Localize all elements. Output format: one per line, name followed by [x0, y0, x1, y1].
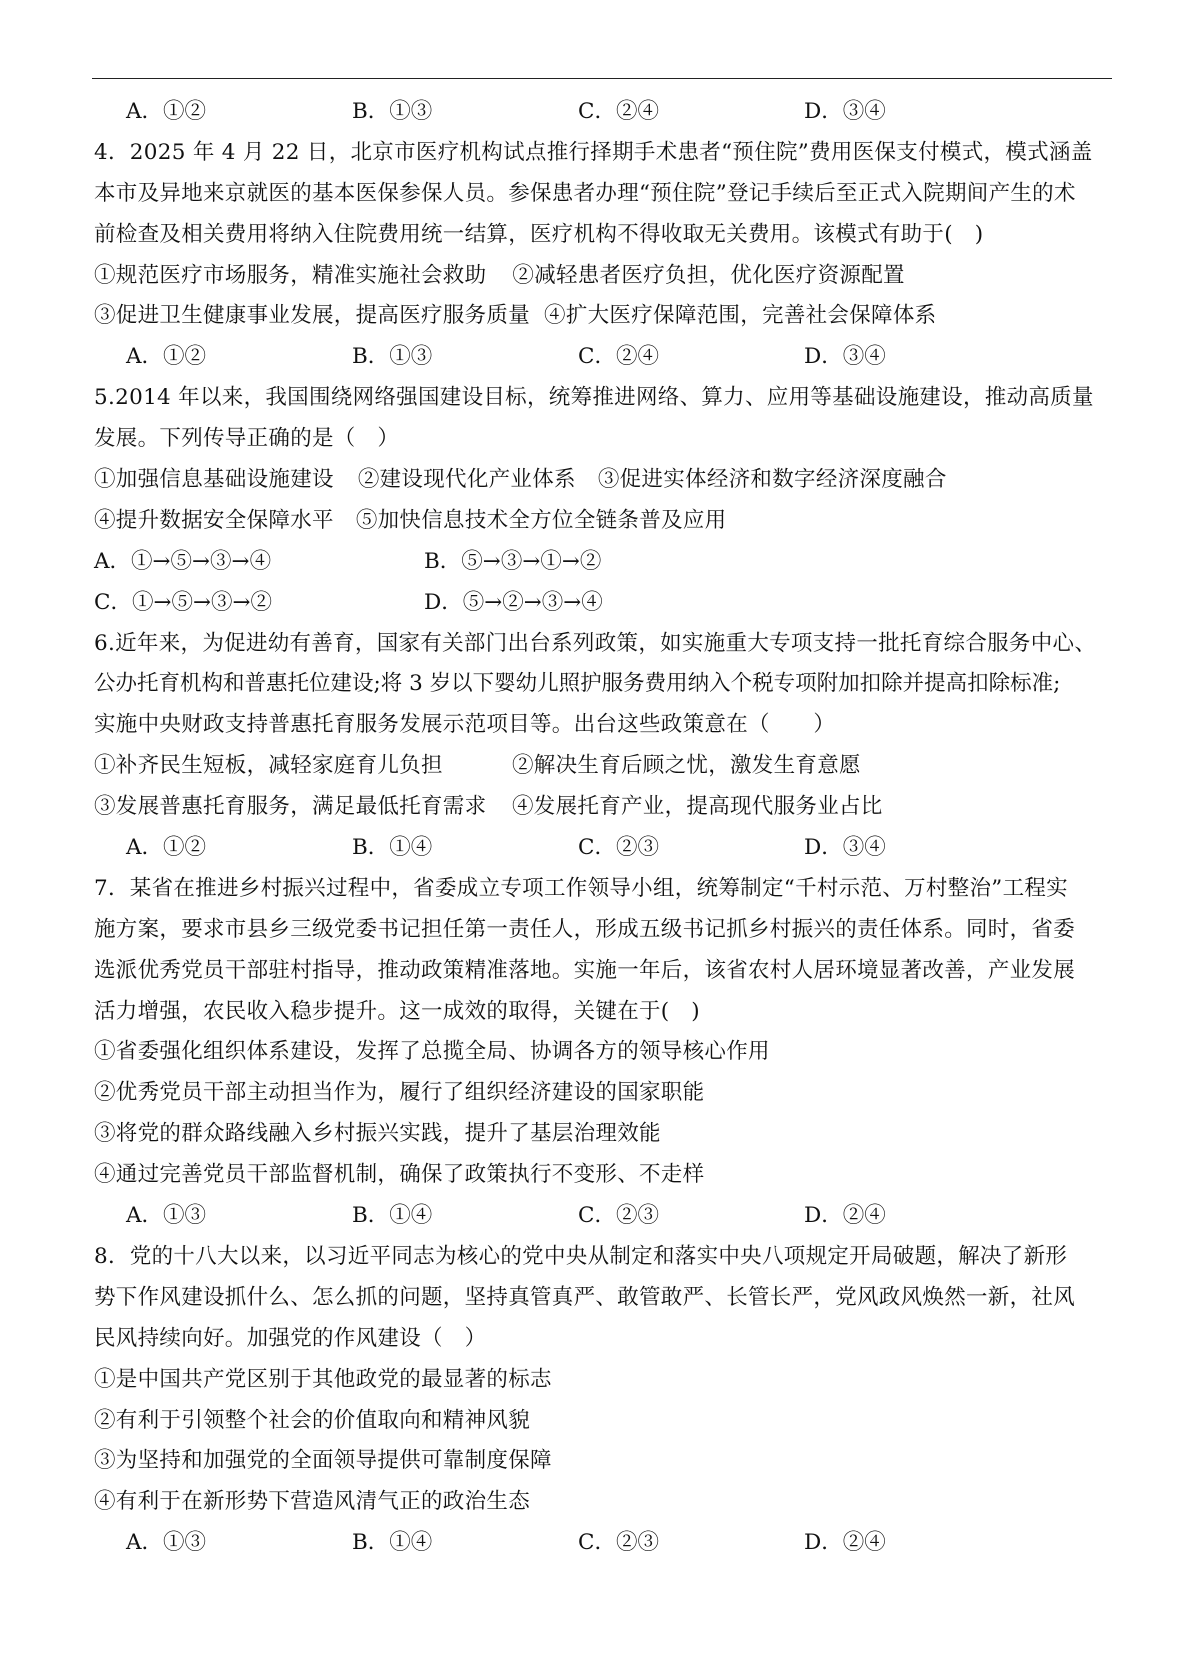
q4-item-4: ④扩大医疗保障范围，完善社会保障体系 — [544, 303, 937, 329]
q3-option-b[interactable]: B．①③ — [352, 99, 433, 124]
q5-item-5: ⑤加快信息技术全方位全链条普及应用 — [355, 507, 727, 533]
q8-item-4: ④有利于在新形势下营造风清气正的政治生态 — [94, 1489, 531, 1515]
q5-item-1: ①加强信息基础设施建设 — [94, 467, 334, 493]
q7-stem-line-3: 选派优秀党员干部驻村指导，推动政策精准落地。实施一年后，该省农村人居环境显著改善，产业发展 — [94, 957, 1076, 983]
q4-option-b[interactable]: B．①③ — [352, 344, 433, 370]
header-rule — [92, 78, 1112, 79]
q6-item-3: ③发展普惠托育服务，满足最低托育需求 — [94, 794, 487, 820]
question-8 — [94, 1237, 1116, 1564]
q8-option-c[interactable]: C．②③ — [578, 1530, 659, 1556]
q7-item-3: ③将党的群众路线融入乡村振兴实践，提升了基层治理效能 — [94, 1121, 661, 1147]
q7-item-2: ②优秀党员干部主动担当作为，履行了组织经济建设的国家职能 — [94, 1080, 705, 1106]
q4-items-row-1 — [94, 256, 1116, 297]
exam-page-content — [94, 92, 1116, 1564]
q5-options-row-1 — [94, 542, 1116, 583]
q6-stem-line-1: 6.近年来，为促进幼有善育，国家有关部门出台系列政策，如实施重大专项支持一批托育综合服务中心、 — [94, 630, 1097, 656]
q7-option-c[interactable]: C．②③ — [578, 1203, 659, 1229]
q4-item-3: ③促进卫生健康事业发展，提高医疗服务质量 — [94, 303, 531, 329]
q6-options — [94, 828, 1116, 869]
q7-stem-line-2: 施方案，要求市县乡三级党委书记担任第一责任人，形成五级书记抓乡村振兴的责任体系。同时，省委 — [94, 916, 1076, 942]
q7-stem-line-1: 7．某省在推进乡村振兴过程中，省委成立专项工作领导小组，统筹制定“千村示范、万村整治”工程实 — [94, 875, 1068, 901]
q5-option-d[interactable]: D．⑤→②→③→④ — [424, 589, 603, 615]
q5-options-row-2 — [94, 583, 1116, 624]
q6-items-row-2 — [94, 787, 1116, 828]
q8-stem-line-1: 8．党的十八大以来，以习近平同志为核心的党中央从制定和落实中央八项规定开局破题，解决了新形 — [94, 1243, 1068, 1269]
q8-option-b[interactable]: B．①④ — [352, 1530, 433, 1556]
q7-option-a[interactable]: A．①③ — [126, 1203, 207, 1229]
q7-option-b[interactable]: B．①④ — [352, 1203, 433, 1229]
q5-item-2: ②建设现代化产业体系 — [357, 467, 576, 493]
q8-item-3: ③为坚持和加强党的全面领导提供可靠制度保障 — [94, 1448, 552, 1474]
q5-option-b[interactable]: B．⑤→③→①→② — [424, 548, 602, 574]
q6-item-4: ④发展托育产业，提高现代服务业占比 — [512, 794, 883, 820]
q8-item-2: ②有利于引领整个社会的价值取向和精神风貌 — [94, 1407, 531, 1433]
question-4 — [94, 133, 1116, 378]
question-6 — [94, 624, 1116, 869]
q6-option-d[interactable]: D．③④ — [804, 835, 886, 861]
q5-items-row-1 — [94, 460, 1116, 501]
q6-stem-line-2: 公办托育机构和普惠托位建设;将 3 岁以下婴幼儿照护服务费用纳入个税专项附加扣除并提高扣除标准; — [94, 671, 1061, 697]
question-5 — [94, 378, 1116, 623]
q4-option-c[interactable]: C．②④ — [578, 344, 659, 370]
q7-item-1: ①省委强化组织体系建设，发挥了总揽全局、协调各方的领导核心作用 — [94, 1039, 770, 1065]
q4-options — [94, 337, 1116, 378]
q8-item-1: ①是中国共产党区别于其他政党的最显著的标志 — [94, 1366, 552, 1392]
q7-options — [94, 1196, 1116, 1237]
q6-item-1: ①补齐民生短板，减轻家庭育儿负担 — [94, 753, 443, 779]
q7-option-d[interactable]: D．②④ — [804, 1203, 886, 1229]
q5-item-4: ④提升数据安全保障水平 — [94, 507, 334, 533]
q4-stem-line-3: 前检查及相关费用将纳入住院费用统一结算，医疗机构不得收取无关费用。该模式有助于( ) — [94, 221, 984, 247]
q4-items-row-2 — [94, 296, 1116, 337]
q6-option-c[interactable]: C．②③ — [578, 835, 659, 861]
q3-option-a[interactable]: A．①② — [126, 99, 207, 124]
q7-item-4: ④通过完善党员干部监督机制，确保了政策执行不变形、不走样 — [94, 1162, 705, 1188]
q5-stem-line-2: 发展。下列传导正确的是（ ） — [94, 426, 400, 452]
q5-option-c[interactable]: C．①→⑤→③→② — [94, 589, 272, 615]
q4-item-2: ②减轻患者医疗负担，优化医疗资源配置 — [512, 262, 905, 288]
q3-option-d[interactable]: D．③④ — [804, 99, 886, 124]
q8-stem-line-3: 民风持续向好。加强党的作风建设（ ） — [94, 1325, 487, 1351]
q6-item-2: ②解决生育后顾之忧，激发生育意愿 — [512, 753, 861, 779]
q6-option-a[interactable]: A．①② — [126, 835, 207, 861]
q6-items-row-1 — [94, 746, 1116, 787]
q6-stem-line-3: 实施中央财政支持普惠托育服务发展示范项目等。出台这些政策意在（ ） — [94, 712, 836, 738]
q4-item-1: ①规范医疗市场服务，精准实施社会救助 — [94, 262, 487, 288]
q5-items-row-2 — [94, 501, 1116, 542]
q8-stem-line-2: 势下作风建设抓什么、怎么抓的问题，坚持真管真严、敢管敢严、长管长严，党风政风焕然一新，社风 — [94, 1284, 1076, 1310]
q8-option-a[interactable]: A．①③ — [126, 1530, 207, 1556]
q6-option-b[interactable]: B．①④ — [352, 835, 433, 861]
question-7 — [94, 869, 1116, 1237]
q4-option-a[interactable]: A．①② — [126, 344, 207, 370]
q3-option-c[interactable]: C．②④ — [578, 99, 659, 124]
q4-stem-line-2: 本市及异地来京就医的基本医保参保人员。参保患者办理“预住院”登记手续后至正式入院期间产生的术 — [94, 180, 1076, 206]
q4-option-d[interactable]: D．③④ — [804, 344, 886, 370]
q8-option-d[interactable]: D．②④ — [804, 1530, 886, 1556]
q5-stem-line-1: 5.2014 年以来，我国围绕网络强国建设目标，统筹推进网络、算力、应用等基础设施建设，推动高质量 — [94, 385, 1094, 411]
q5-item-3: ③促进实体经济和数字经济深度融合 — [597, 467, 947, 493]
q7-stem-line-4: 活力增强，农民收入稳步提升。这一成效的取得，关键在于( ) — [94, 998, 700, 1024]
q5-option-a[interactable]: A．①→⑤→③→④ — [94, 548, 272, 574]
q8-options — [94, 1523, 1116, 1564]
q3-options — [94, 92, 1116, 133]
q4-stem-line-1: 4．2025 年 4 月 22 日，北京市医疗机构试点推行择期手术患者“预住院”费用医保支付模式，模式涵盖 — [94, 139, 1093, 165]
